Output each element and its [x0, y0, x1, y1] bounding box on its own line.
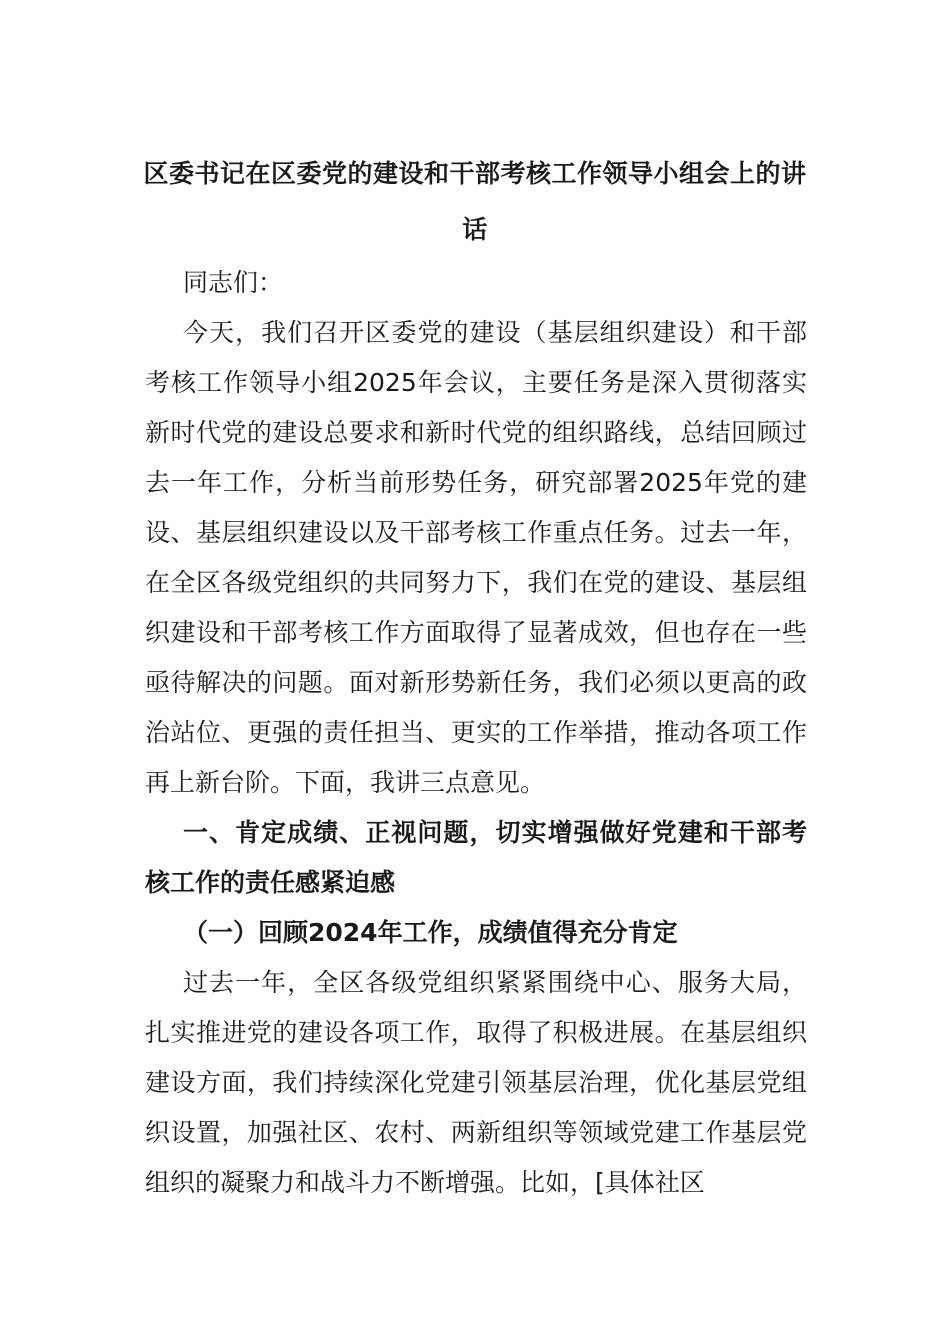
- paragraph-intro: 今天，我们召开区委党的建设（基层组织建设）和干部考核工作领导小组2025年会议，主要任务是深入贯彻落实新时代党的建设总要求和新时代党的组织路线，总结回顾过去一年工作，分析当前形势任务，研究部署2025年党的建设、基层组织建设以及干部考核工作重点任务。过去一年，在全区各级党组织的共同努力下，我们在党的建设、基层组织建设和干部考核工作方面取得了显著成效，但也存在一些亟待解决的问题。面对新形势新任务，我们必须以更高的政治站位、更强的责任担当、更实的工作举措，推动各项工作再上新台阶。下面，我讲三点意见。: [145, 318, 807, 797]
- document-title: 区委书记在区委党的建设和干部考核工作领导小组会上的讲话: [143, 159, 807, 244]
- salutation: 同志们：: [183, 268, 284, 297]
- section-heading-1: 一、肯定成绩、正视问题，切实增强做好党建和干部考核工作的责任感紧迫感: [145, 818, 807, 897]
- document-body: [145, 258, 807, 1208]
- paragraph-review: 过去一年，全区各级党组织紧紧围绕中心、服务大局，扎实推进党的建设各项工作，取得了积极进展。在基层组织建设方面，我们持续深化党建引领基层治理，优化基层党组织设置，加强社区、农村、两新组织等领域党建工作基层党组织的凝聚力和战斗力不断增强。比如，[具体社区: [145, 968, 807, 1197]
- subsection-heading-1-1: （一）回顾2024年工作，成绩值得充分肯定: [183, 918, 678, 947]
